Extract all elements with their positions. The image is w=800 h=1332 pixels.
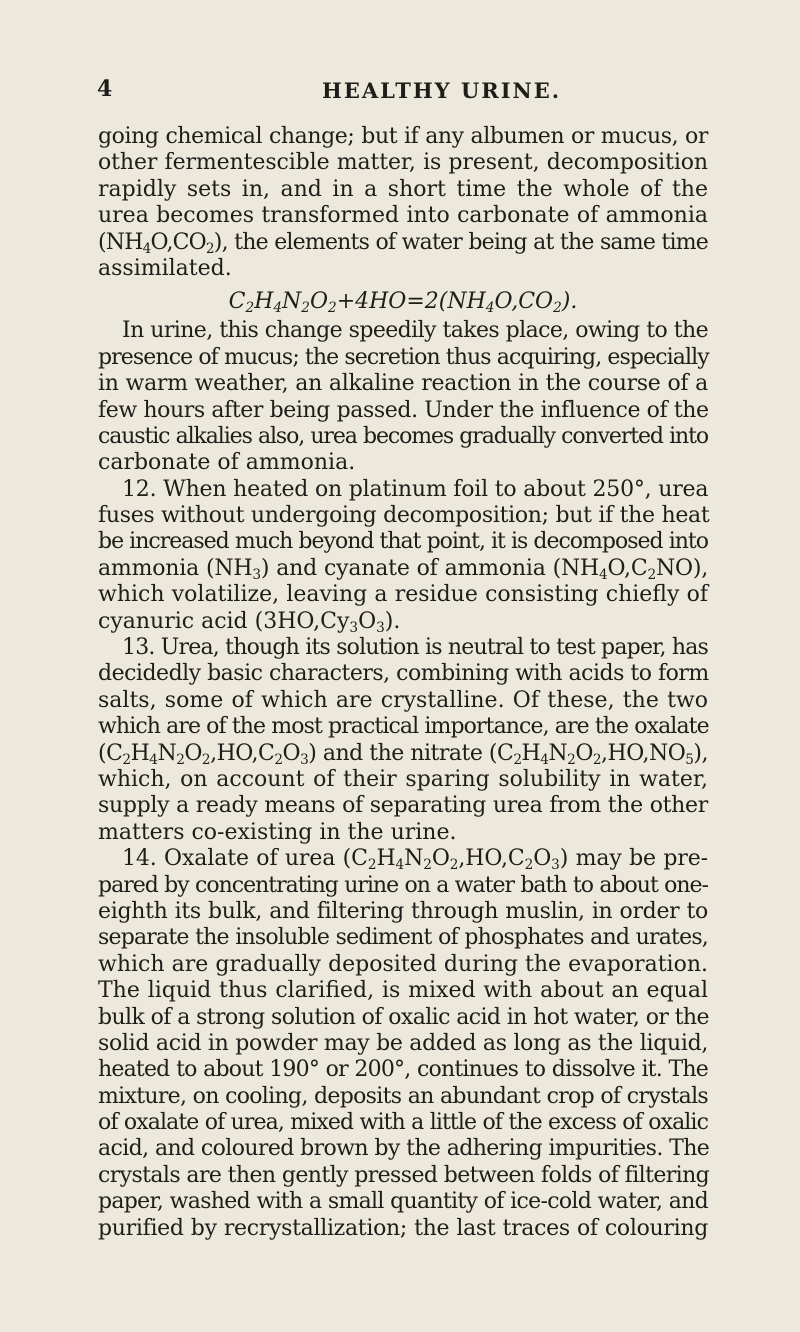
- text-line: presence of mucus; the secretion thus acquiring, especially: [98, 344, 709, 370]
- text-line: eighth its bulk, and filtering through muslin, in order to: [98, 898, 708, 924]
- text-line: urea becomes transformed into carbonate of ammonia: [98, 203, 708, 229]
- text-line: $(NH_4O,CO_2)$, the elements of water being at the same time: [98, 229, 708, 257]
- text-line: other fermentescible matter, is present, decomposition: [98, 150, 708, 176]
- chemical-equation: $C_2H_4N_2O_2+4HO=2(NH_4O,CO_2)$.: [228, 289, 578, 317]
- text-line: The liquid thus clarified, is mixed with about an equal: [98, 978, 708, 1004]
- paragraph-start: 12. When heated on platinum foil to about 250°, urea: [122, 476, 709, 502]
- text-line: separate the insoluble sediment of phosphates and urates,: [98, 925, 708, 951]
- paragraph-start: In urine, this change speedily takes place, owing to the: [122, 318, 708, 344]
- text-line: fuses without undergoing decomposition; but if the heat: [98, 503, 710, 529]
- text-line: mixture, on cooling, deposits an abundant crop of crystals: [98, 1083, 708, 1109]
- page-header: [0, 76, 800, 112]
- text-line: salts, some of which are crystalline. Of these, the two: [98, 687, 708, 713]
- running-head: HEALTHY URINE.: [322, 78, 562, 103]
- text-line: paper, washed with a small quantity of ice-cold water, and: [98, 1189, 708, 1215]
- text-line: heated to about 190° or 200°, continues to dissolve it. The: [98, 1057, 708, 1083]
- text-line: which, on account of their sparing solubility in water,: [98, 766, 708, 792]
- text-line: of oxalate of urea, mixed with a little of the excess of oxalic: [98, 1110, 708, 1136]
- page-number: 4: [97, 76, 113, 102]
- text-line: cyanuric acid $(3HO,Cy_3O_3)$.: [98, 608, 401, 636]
- text-line: bulk of a strong solution of oxalic acid in hot water, or the: [98, 1004, 709, 1030]
- text-line: crystals are then gently pressed between folds of filtering: [98, 1162, 710, 1188]
- text-line: which volatilize, leaving a residue consisting chiefly of: [98, 582, 708, 608]
- text-line: decidedly basic characters, combining with acids to form: [98, 661, 709, 687]
- text-line: ammonia $(NH_3)$ and cyanate of ammonia $(NH_4O,C_2NO)$,: [98, 555, 709, 583]
- paragraph-start: 13. Urea, though its solution is neutral to test paper, has: [122, 635, 709, 661]
- text-line: assimilated.: [98, 255, 232, 281]
- text-line: few hours after being passed. Under the influence of the: [98, 397, 709, 423]
- text-line: solid acid in powder may be added as long as the liquid,: [98, 1030, 709, 1056]
- text-line: pared by concentrating urine on a water bath to about one-: [98, 872, 708, 898]
- text-line: in warm weather, an alkaline reaction in the course of a: [98, 371, 708, 397]
- text-line: acid, and coloured brown by the adhering impurities. The: [98, 1136, 710, 1162]
- text-line: $(C_2H_4N_2O_2,HO,C_2O_3)$ and the nitrate $(C_2H_4N_2O_2,HO,NO_5)$,: [98, 740, 708, 768]
- text-line: which are of the most practical importance, are the oxalate: [98, 714, 709, 740]
- body-text: [98, 124, 708, 1242]
- text-line: supply a ready means of separating urea from the other: [98, 793, 708, 819]
- text-line: carbonate of ammonia.: [98, 450, 356, 476]
- text-line: rapidly sets in, and in a short time the whole of the: [98, 176, 708, 202]
- text-line: going chemical change; but if any albumen or mucus, or: [98, 124, 708, 149]
- text-line: caustic alkalies also, urea becomes gradually converted into: [98, 423, 708, 449]
- text-line: which are gradually deposited during the evaporation.: [98, 951, 708, 977]
- text-line: be increased much beyond that point, it is decomposed into: [98, 529, 708, 555]
- paragraph-start: 14. Oxalate of urea $(C_2H_4N_2O_2,HO,C_2O_3)$ may be pre-: [122, 846, 708, 873]
- text-line: purified by recrystallization; the last traces of colouring: [98, 1215, 708, 1241]
- text-line: matters co-existing in the urine.: [98, 819, 457, 845]
